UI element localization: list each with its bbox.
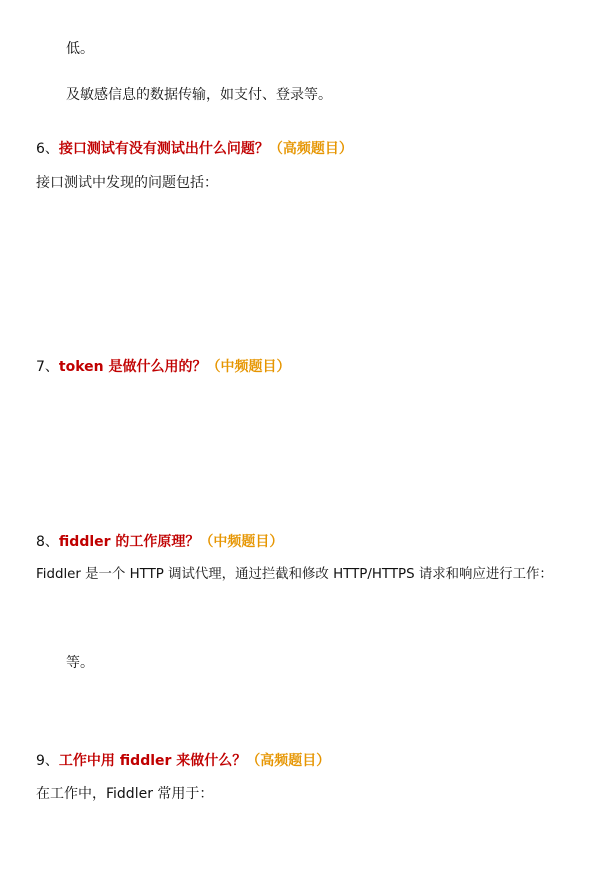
section-lead: 在工作中，Fiddler 常用于： xyxy=(36,786,214,802)
section-lead: 接口测试中发现的问题包括： xyxy=(36,175,218,191)
heading-title: token 是做什么用的？ xyxy=(58,359,207,375)
heading-number: 6、 xyxy=(36,141,59,157)
heading-tag: （中频题目） xyxy=(206,359,291,375)
section-heading-q9 xyxy=(36,750,586,772)
heading-tag: （高频题目） xyxy=(246,753,331,769)
section-heading-q7 xyxy=(36,356,586,378)
heading-number: 8、 xyxy=(36,534,59,550)
section-lead: Fiddler 是一个 HTTP 调试代理，通过拦截和修改 HTTP/HTTPS 请求和响应进行工作： xyxy=(36,567,553,582)
heading-title: fiddler 的工作原理？ xyxy=(58,534,200,550)
heading-number: 7、 xyxy=(36,359,59,375)
heading-tag: （中频题目） xyxy=(199,534,284,550)
section-heading-q8 xyxy=(36,531,586,553)
paragraph-continuation: 低。 xyxy=(66,41,94,57)
heading-number: 9、 xyxy=(36,753,59,769)
list-item-continuation: 及敏感信息的数据传输，如支付、登录等。 xyxy=(66,87,332,103)
heading-title: 工作中用 fiddler 来做什么？ xyxy=(58,753,247,769)
heading-tag: （高频题目） xyxy=(268,141,353,157)
heading-title: 接口测试有没有测试出什么问题？ xyxy=(58,141,269,157)
list-item-continuation: 等。 xyxy=(66,655,94,671)
section-heading-q6 xyxy=(36,138,586,160)
